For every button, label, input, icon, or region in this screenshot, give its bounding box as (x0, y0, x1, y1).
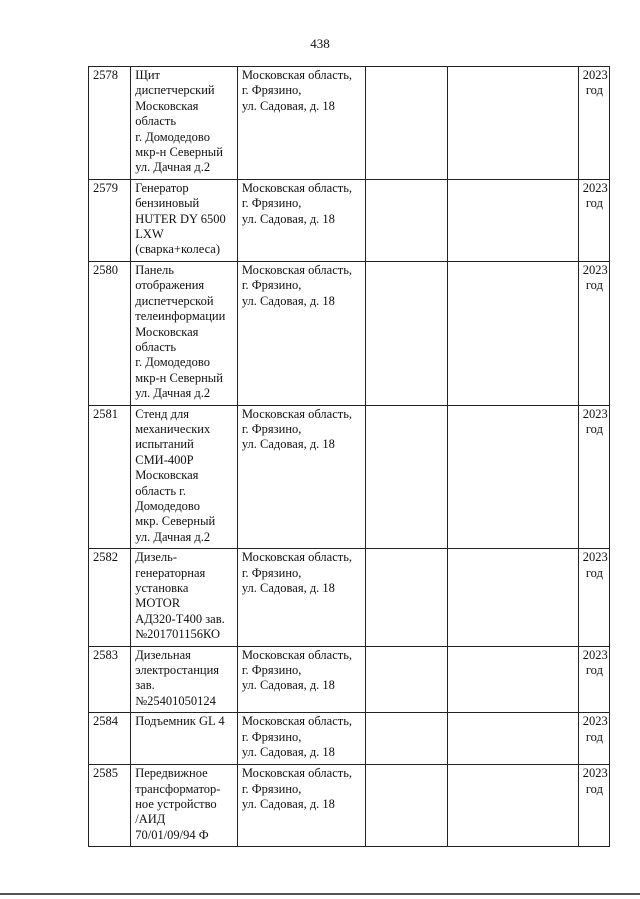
row-number: 2580 (89, 261, 131, 405)
row-number: 2583 (89, 646, 131, 713)
table-row (89, 713, 610, 765)
item-name: Щит диспетчерский Московская область г. Домодедово мкр-н Северный ул. Дачная д.2 (131, 67, 238, 180)
item-address: Московская область, г. Фрязино, ул. Садовая, д. 18 (237, 713, 365, 765)
empty-cell (448, 261, 579, 405)
item-year: 2023 год (578, 549, 609, 646)
item-address: Московская область, г. Фрязино, ул. Садовая, д. 18 (237, 67, 365, 180)
row-number: 2585 (89, 765, 131, 847)
empty-cell (448, 405, 579, 549)
table-row (89, 179, 610, 261)
row-number: 2578 (89, 67, 131, 180)
item-name: Дизель- генераторная установка MOTOR АД320-Т400 зав. №201701156КО (131, 549, 238, 646)
scan-edge-line (0, 893, 640, 895)
item-year: 2023 год (578, 179, 609, 261)
table-row (89, 67, 610, 180)
empty-cell (365, 261, 447, 405)
item-year: 2023 год (578, 765, 609, 847)
empty-cell (448, 765, 579, 847)
empty-cell (365, 765, 447, 847)
row-number: 2584 (89, 713, 131, 765)
property-registry-table (88, 66, 610, 847)
empty-cell (448, 67, 579, 180)
row-number: 2581 (89, 405, 131, 549)
item-name: Стенд для механических испытаний СМИ-400Р Московская область г. Домодедово мкр. Северный ул. Дачная д.2 (131, 405, 238, 549)
empty-cell (365, 713, 447, 765)
empty-cell (448, 646, 579, 713)
empty-cell (365, 549, 447, 646)
item-address: Московская область, г. Фрязино, ул. Садовая, д. 18 (237, 179, 365, 261)
item-year: 2023 год (578, 646, 609, 713)
row-number: 2582 (89, 549, 131, 646)
item-address: Московская область, г. Фрязино, ул. Садовая, д. 18 (237, 646, 365, 713)
row-number: 2579 (89, 179, 131, 261)
empty-cell (365, 67, 447, 180)
empty-cell (365, 179, 447, 261)
item-name: Дизельная электростанция зав. №25401050124 (131, 646, 238, 713)
table-row (89, 405, 610, 549)
item-name: Передвижное трансформатор- ное устройство /АИД 70/01/09/94 Ф (131, 765, 238, 847)
item-address: Московская область, г. Фрязино, ул. Садовая, д. 18 (237, 765, 365, 847)
item-address: Московская область, г. Фрязино, ул. Садовая, д. 18 (237, 261, 365, 405)
item-name: Подъемник GL 4 (131, 713, 238, 765)
empty-cell (365, 405, 447, 549)
item-name: Генератор бензиновый HUTER DY 6500 LXW (сварка+колеса) (131, 179, 238, 261)
item-name: Панель отображения диспетчерской телеинформации Московская область г. Домодедово мкр-н Северный ул. Дачная д.2 (131, 261, 238, 405)
table-row (89, 765, 610, 847)
empty-cell (448, 179, 579, 261)
empty-cell (365, 646, 447, 713)
page-number: 438 (310, 36, 330, 51)
empty-cell (448, 549, 579, 646)
table-row (89, 646, 610, 713)
item-year: 2023 год (578, 713, 609, 765)
empty-cell (448, 713, 579, 765)
table-row (89, 549, 610, 646)
item-address: Московская область, г. Фрязино, ул. Садовая, д. 18 (237, 405, 365, 549)
item-year: 2023 год (578, 67, 609, 180)
item-address: Московская область, г. Фрязино, ул. Садовая, д. 18 (237, 549, 365, 646)
table-row (89, 261, 610, 405)
item-year: 2023 год (578, 261, 609, 405)
item-year: 2023 год (578, 405, 609, 549)
